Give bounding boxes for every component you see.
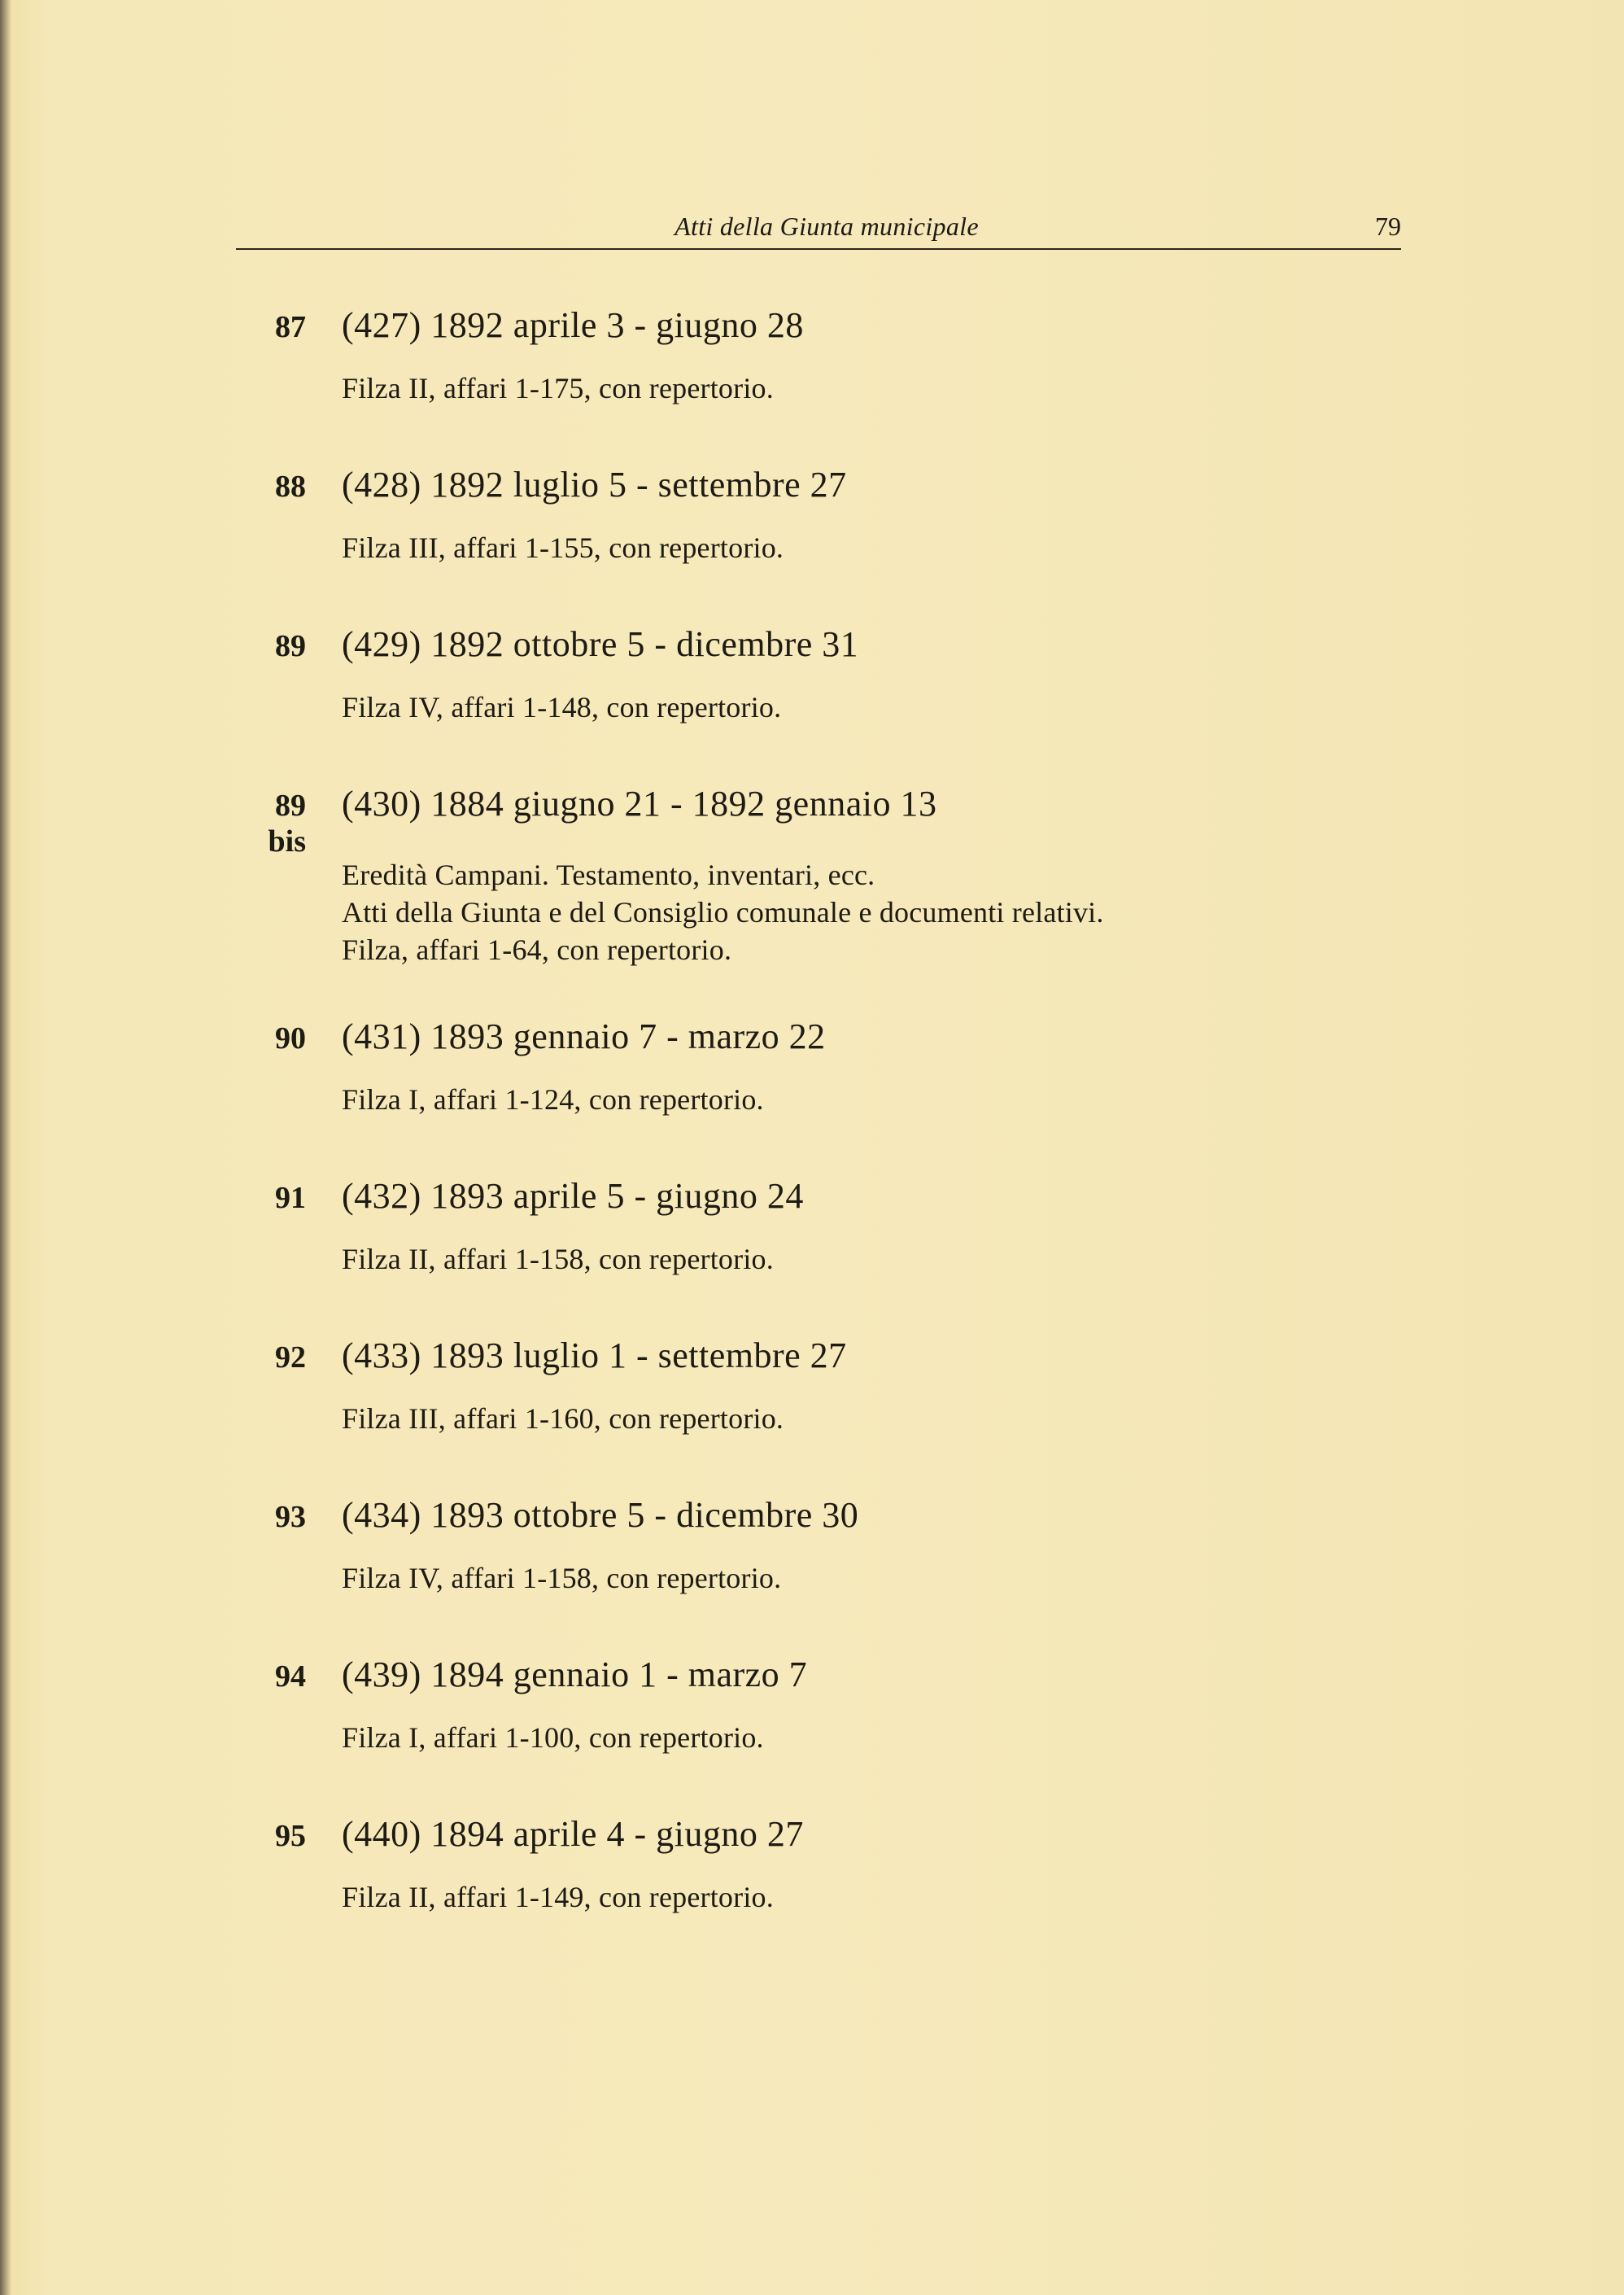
entry-number: 87 xyxy=(275,310,306,344)
entry-description xyxy=(342,1878,774,1916)
description-line: Filza III, affari 1-160, con repertorio. xyxy=(342,1402,784,1435)
description-line: Filza II, affari 1-149, con repertorio. xyxy=(342,1881,774,1913)
entry-description xyxy=(342,856,1104,968)
entry-description xyxy=(342,1559,781,1597)
description-line: Filza I, affari 1-100, con repertorio. xyxy=(342,1721,764,1754)
description-line: Filza II, affari 1-158, con repertorio. xyxy=(342,1243,774,1275)
entry-heading: (429) 1892 ottobre 5 - dicembre 31 xyxy=(342,624,859,664)
entry-heading: (433) 1893 luglio 1 - settembre 27 xyxy=(342,1335,847,1375)
entry-number-main: 89 xyxy=(275,789,306,823)
spine-shadow xyxy=(0,0,11,2295)
entry-heading: (430) 1884 giugno 21 - 1892 gennaio 13 xyxy=(342,784,937,824)
description-line: Filza II, affari 1-175, con repertorio. xyxy=(342,372,774,404)
entry-heading: (432) 1893 aprile 5 - giugno 24 xyxy=(342,1176,804,1216)
entry-heading: (431) 1893 gennaio 7 - marzo 22 xyxy=(342,1016,826,1056)
description-line: Filza IV, affari 1-148, con repertorio. xyxy=(342,691,782,723)
entry-description xyxy=(342,1719,764,1756)
entry-number: 95 xyxy=(275,1819,306,1853)
entry-description xyxy=(342,1240,774,1278)
entry-number: 91 xyxy=(275,1181,306,1215)
entry-number-suffix: bis xyxy=(268,824,306,859)
description-line: Filza, affari 1-64, con repertorio. xyxy=(342,933,732,966)
header-rule xyxy=(236,248,1401,250)
page-number: 79 xyxy=(1375,212,1401,241)
entry-heading: (439) 1894 gennaio 1 - marzo 7 xyxy=(342,1655,808,1694)
entry-heading: (434) 1893 ottobre 5 - dicembre 30 xyxy=(342,1495,859,1535)
description-line: Filza III, affari 1-155, con repertorio. xyxy=(342,531,784,564)
entry-heading: (428) 1892 luglio 5 - settembre 27 xyxy=(342,465,847,505)
entry-description xyxy=(342,369,774,407)
entry-number: 93 xyxy=(275,1500,306,1534)
description-line: Filza I, affari 1-124, con repertorio. xyxy=(342,1083,764,1116)
description-line: Eredità Campani. Testamento, inventari, ecc. xyxy=(342,859,875,891)
entry-description xyxy=(342,1400,784,1437)
entry-number: 90 xyxy=(275,1021,306,1056)
entry-heading: (427) 1892 aprile 3 - giugno 28 xyxy=(342,305,804,345)
entry-heading: (440) 1894 aprile 4 - giugno 27 xyxy=(342,1814,804,1854)
entry-number: 89 xyxy=(275,629,306,663)
description-line: Atti della Giunta e del Consiglio comunale e documenti relativi. xyxy=(342,896,1104,929)
entry-description xyxy=(342,688,781,726)
entry-number: 94 xyxy=(275,1659,306,1694)
running-title: Atti della Giunta municipale xyxy=(674,212,979,241)
description-line: Filza IV, affari 1-158, con repertorio. xyxy=(342,1562,782,1594)
entry-description xyxy=(342,1081,764,1118)
entry-number xyxy=(244,788,306,859)
entry-description xyxy=(342,529,784,566)
running-head xyxy=(252,205,1401,247)
entry-number: 88 xyxy=(275,470,306,504)
entry-number: 92 xyxy=(275,1340,306,1375)
